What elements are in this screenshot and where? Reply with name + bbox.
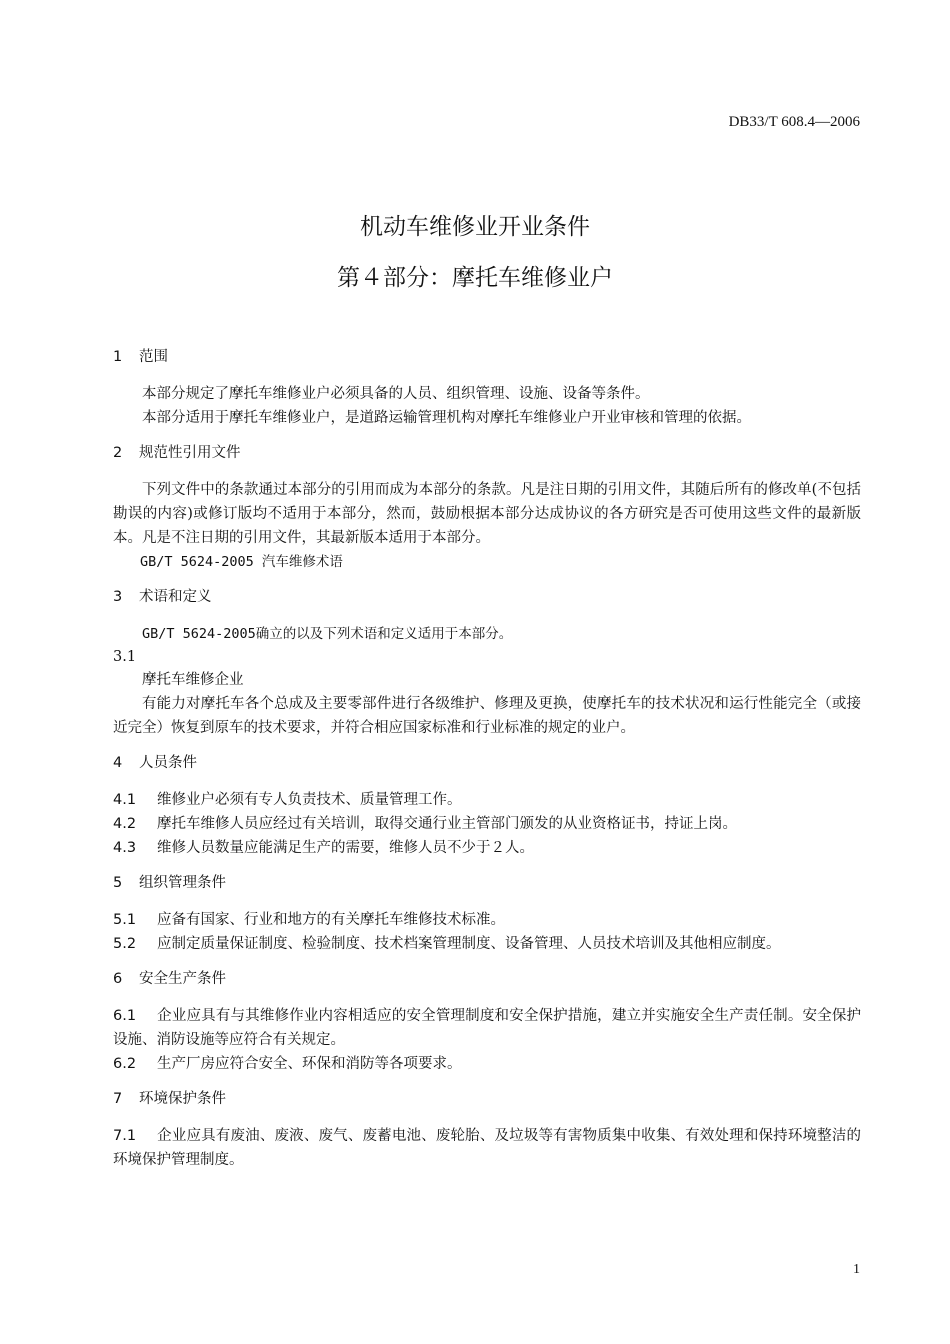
- section-heading-personnel: [113, 752, 861, 774]
- section-heading-safety: [113, 968, 861, 990]
- paragraph: 下列文件中的条款通过本部分的引用而成为本部分的条款。凡是注日期的引用文件，其随后所有的修改单(不包括勘误的内容)或修订版均不适用于本部分，然而，鼓励根据本部分达成协议的各方研究是否可使用这些文件的最新版本。凡是不注日期的引用文件，其最新版本适用于本部分。: [113, 482, 861, 546]
- document-subtitle: 第４部分：摩托车维修业户: [337, 265, 613, 291]
- clause-text: 维修人员数量应能满足生产的需要，维修人员不少于２人。: [157, 840, 534, 856]
- clause-number: 4.2: [113, 816, 137, 832]
- section-number: 6: [113, 971, 123, 987]
- clause-text: 生产厂房应符合安全、环保和消防等各项要求。: [157, 1056, 462, 1072]
- standard-code: DB33/T 608.4—2006: [728, 114, 860, 130]
- paragraph: [113, 622, 861, 646]
- term-number: 3.1: [113, 649, 137, 665]
- document-title: 机动车维修业开业条件: [360, 214, 590, 240]
- clause-text: 应备有国家、行业和地方的有关摩托车维修技术标准。: [157, 912, 505, 928]
- clause: [113, 932, 861, 956]
- clause: [113, 788, 861, 812]
- clause-number: 5.2: [113, 936, 137, 952]
- term-name: 摩托车维修企业: [142, 672, 244, 688]
- section-number: 3: [113, 589, 123, 605]
- clause: [113, 908, 861, 932]
- section-title: 范围: [139, 349, 168, 365]
- reference-item: GB/T 5624-2005 汽车维修术语: [140, 554, 343, 570]
- clause-number: 4.3: [113, 840, 137, 856]
- section-number: 1: [113, 349, 123, 365]
- clause: [113, 1124, 861, 1172]
- clause-text: 摩托车维修人员应经过有关培训，取得交通行业主管部门颁发的从业资格证书，持证上岗。: [157, 816, 737, 832]
- section-heading-environment: [113, 1088, 861, 1110]
- page-number: 1: [853, 1262, 860, 1277]
- clause-number: 7.1: [113, 1128, 137, 1144]
- clause-number: 4.1: [113, 792, 137, 808]
- clause: [113, 836, 861, 860]
- clause-text: 应制定质量保证制度、检验制度、技术档案管理制度、设备管理、人员技术培训及其他相应制度。: [157, 936, 781, 952]
- clause: [113, 1052, 861, 1076]
- section-heading-scope: [113, 346, 861, 368]
- section-number: 2: [113, 445, 123, 461]
- section-heading-terms-definitions: [113, 586, 861, 608]
- section-title: 规范性引用文件: [139, 445, 241, 461]
- term-definition: 有能力对摩托车各个总成及主要零部件进行各级维护、修理及更换，使摩托车的技术状况和运行性能完全（或接近完全）恢复到原车的技术要求，并符合相应国家标准和行业标准的规定的业户。: [113, 696, 861, 736]
- section-title: 术语和定义: [139, 589, 212, 605]
- section-title: 组织管理条件: [139, 875, 226, 891]
- section-title: 安全生产条件: [139, 971, 226, 987]
- clause-text: 企业应具有废油、废液、废气、废蓄电池、废轮胎、及垃圾等有害物质集中收集、有效处理和保持环境整洁的环境保护管理制度。: [113, 1128, 861, 1168]
- clause: [113, 1004, 861, 1052]
- paragraph: 本部分规定了摩托车维修业户必须具备的人员、组织管理、设施、设备等条件。: [142, 386, 650, 402]
- section-heading-normative-references: [113, 442, 861, 464]
- clause-number: 6.1: [113, 1008, 137, 1024]
- clause: [113, 812, 861, 836]
- clause-number: 5.1: [113, 912, 137, 928]
- section-number: 7: [113, 1091, 123, 1107]
- section-title: 人员条件: [139, 755, 197, 771]
- section-heading-organization: [113, 872, 861, 894]
- section-number: 4: [113, 755, 123, 771]
- section-number: 5: [113, 875, 123, 891]
- document-body: [113, 346, 861, 1172]
- terms-intro: GB/T 5624-2005确立的以及下列术语和定义适用于本部分。: [142, 626, 513, 642]
- section-title: 环境保护条件: [139, 1091, 226, 1107]
- clause-number: 6.2: [113, 1056, 137, 1072]
- paragraph: 本部分适用于摩托车维修业户，是道路运输管理机构对摩托车维修业户开业审核和管理的依据。: [142, 410, 751, 426]
- clause-text: 维修业户必须有专人负责技术、质量管理工作。: [157, 792, 462, 808]
- clause-text: 企业应具有与其维修作业内容相适应的安全管理制度和安全保护措施，建立并实施安全生产责任制。安全保护设施、消防设施等应符合有关规定。: [113, 1008, 861, 1048]
